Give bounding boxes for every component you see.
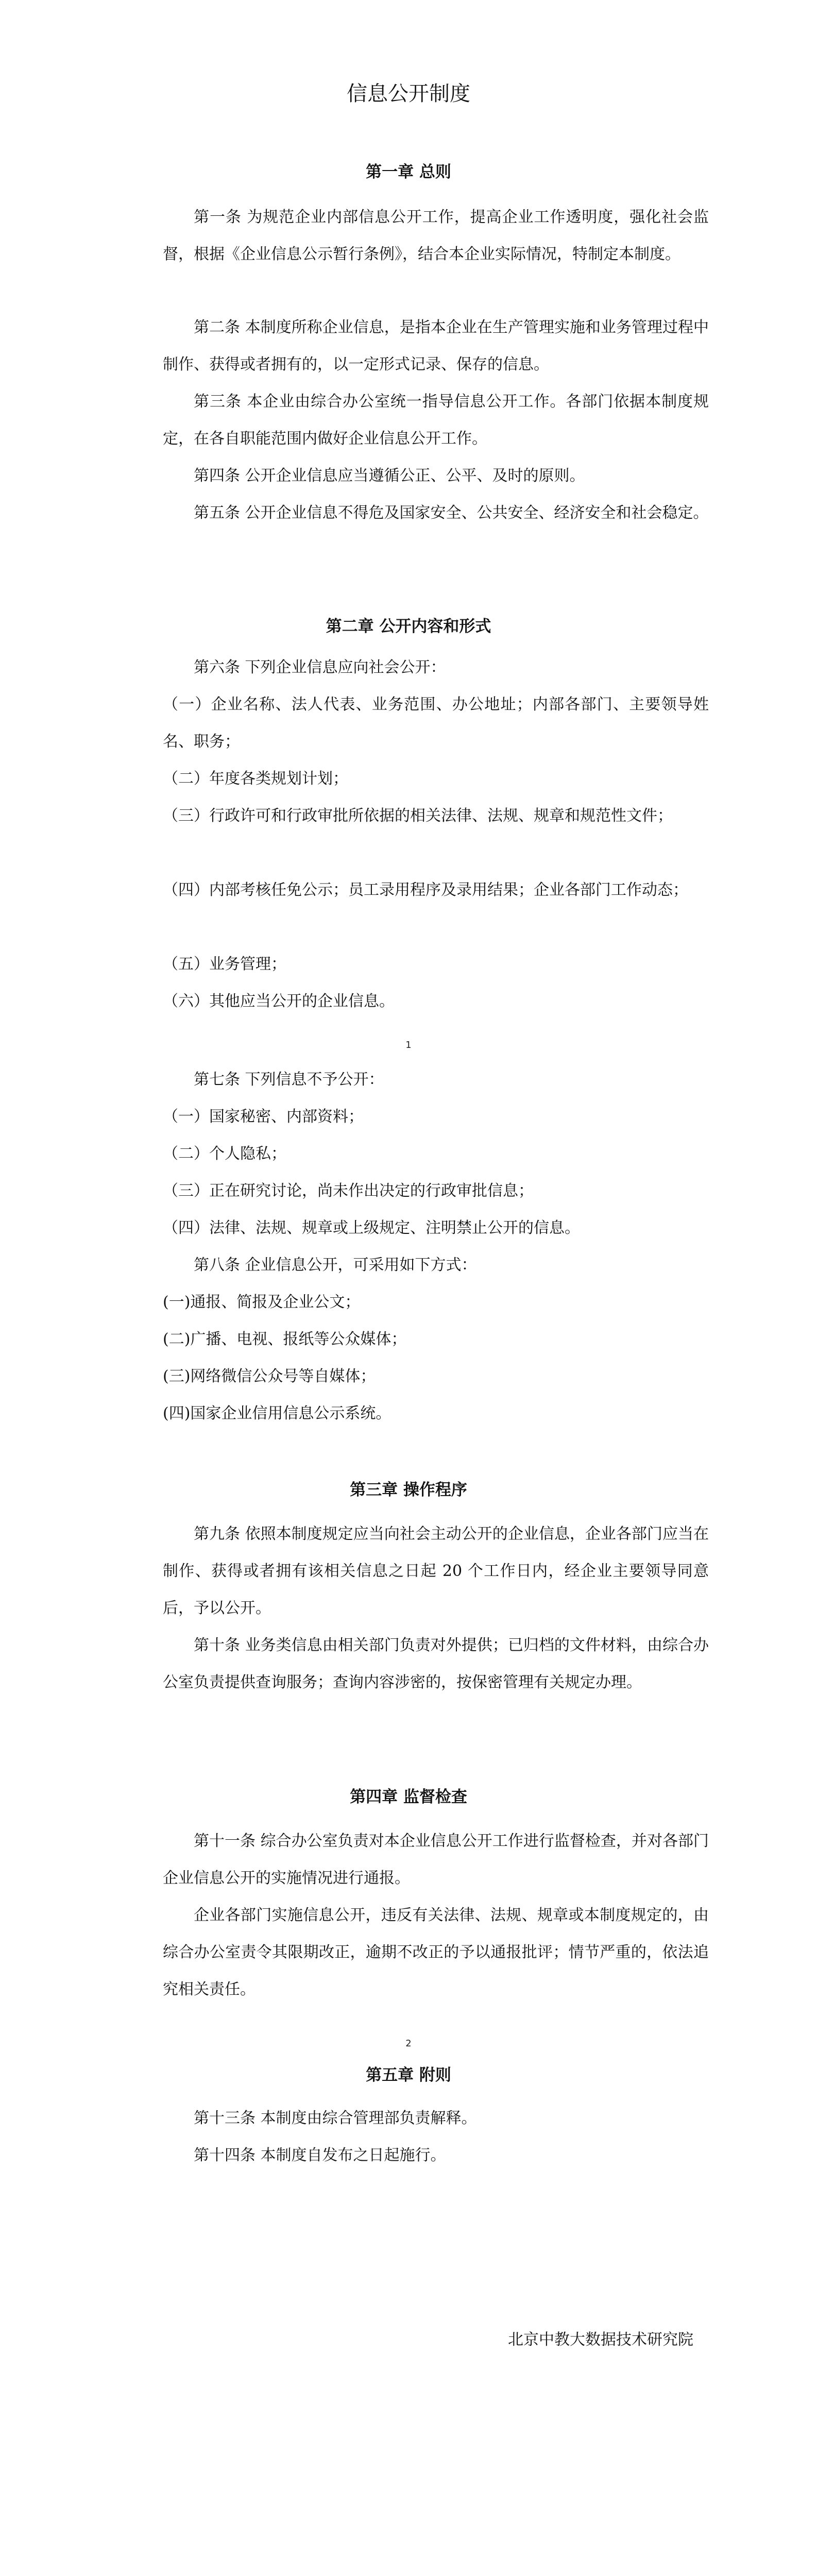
article-2: 第二条 本制度所称企业信息，是指本企业在生产管理实施和业务管理过程中制作、获得或者拥有的，以一定形式记录、保存的信息。 bbox=[163, 318, 709, 374]
article-7-item-4: （四）法律、法规、规章或上级规定、注明禁止公开的信息。 bbox=[163, 1219, 580, 1237]
article-8-item-3: (三)网络微信公众号等自媒体； bbox=[163, 1367, 376, 1385]
article-9: 第九条 依照本制度规定应当向社会主动公开的企业信息，企业各部门应当在制作、获得或者拥有该相关信息之日起 20 个工作日内，经企业主要领导同意后，予以公开。 bbox=[163, 1525, 709, 1617]
chapter-5-heading-wrap bbox=[0, 2062, 817, 2085]
article-6-item-2: （二）年度各类规划计划； bbox=[163, 770, 348, 788]
article-6-item-4: （四）内部考核任免公示；员工录用程序及录用结果；企业各部门工作动态； bbox=[163, 881, 688, 899]
article-6-item-3: （三）行政许可和行政审批所依据的相关法律、法规、规章和规范性文件； bbox=[163, 807, 673, 825]
chapter-3-heading: 第三章 操作程序 bbox=[350, 1481, 467, 1499]
article-7-item-1: （一）国家秘密、内部资料； bbox=[163, 1108, 364, 1126]
article-1: 第一条 为规范企业内部信息公开工作，提高企业工作透明度，强化社会监督，根据《企业信息公示暂行条例》，结合本企业实际情况，特制定本制度。 bbox=[163, 208, 709, 263]
chapter-2-heading: 第二章 公开内容和形式 bbox=[326, 617, 491, 636]
article-8: 第八条 企业信息公开，可采用如下方式： bbox=[194, 1256, 477, 1274]
chapter-1-heading: 第一章 总则 bbox=[366, 163, 451, 181]
chapter-4-heading: 第四章 监督检查 bbox=[350, 1788, 467, 1806]
document-title-wrap bbox=[0, 77, 817, 107]
article-6-item-6: （六）其他应当公开的企业信息。 bbox=[163, 992, 395, 1010]
page-number-1: 1 bbox=[405, 1040, 412, 1050]
document-title: 信息公开制度 bbox=[347, 82, 470, 106]
article-6-item-1: （一）企业名称、法人代表、业务范围、办公地址；内部各部门、主要领导姓名、职务； bbox=[163, 696, 709, 751]
article-7-item-3: （三）正在研究讨论，尚未作出决定的行政审批信息； bbox=[163, 1182, 534, 1200]
article-10: 第十条 业务类信息由相关部门负责对外提供；已归档的文件材料，由综合办公室负责提供查询服务；查询内容涉密的，按保密管理有关规定办理。 bbox=[163, 1636, 709, 1691]
issuer-signature: 北京中教大数据技术研究院 bbox=[508, 2331, 693, 2349]
article-11: 第十一条 综合办公室负责对本企业信息公开工作进行监督检查，并对各部门企业信息公开的实施情况进行通报。 bbox=[163, 1832, 709, 1887]
article-8-item-1: (一)通报、简报及企业公文； bbox=[163, 1293, 361, 1311]
article-7-item-2: （二）个人隐私； bbox=[163, 1145, 286, 1163]
chapter-3-heading-wrap bbox=[0, 1477, 817, 1500]
article-3: 第三条 本企业由综合办公室统一指导信息公开工作。各部门依据本制度规定，在各自职能范围内做好企业信息公开工作。 bbox=[163, 393, 709, 448]
article-12: 企业各部门实施信息公开，违反有关法律、法规、规章或本制度规定的，由综合办公室责令其限期改正，逾期不改正的予以通报批评；情节严重的，依法追究相关责任。 bbox=[163, 1906, 709, 1998]
page-number-2: 2 bbox=[405, 2038, 412, 2049]
chapter-1-heading-wrap bbox=[0, 159, 817, 182]
article-8-item-2: (二)广播、电视、报纸等公众媒体； bbox=[163, 1330, 407, 1348]
article-7: 第七条 下列信息不予公开： bbox=[194, 1071, 384, 1089]
chapter-2-heading-wrap bbox=[0, 613, 817, 636]
article-4: 第四条 公开企业信息应当遵循公正、公平、及时的原则。 bbox=[194, 467, 585, 485]
article-6-item-5: （五）业务管理； bbox=[163, 955, 286, 973]
article-5: 第五条 公开企业信息不得危及国家安全、公共安全、经济安全和社会稳定。 bbox=[194, 504, 709, 522]
chapter-5-heading: 第五章 附则 bbox=[366, 2066, 451, 2084]
article-6: 第六条 下列企业信息应向社会公开： bbox=[194, 658, 446, 676]
chapter-4-heading-wrap bbox=[0, 1784, 817, 1807]
article-13: 第十三条 本制度由综合管理部负责解释。 bbox=[194, 2109, 477, 2127]
article-8-item-4: (四)国家企业信用信息公示系统。 bbox=[163, 1404, 392, 1422]
article-14: 第十四条 本制度自发布之日起施行。 bbox=[194, 2146, 446, 2164]
